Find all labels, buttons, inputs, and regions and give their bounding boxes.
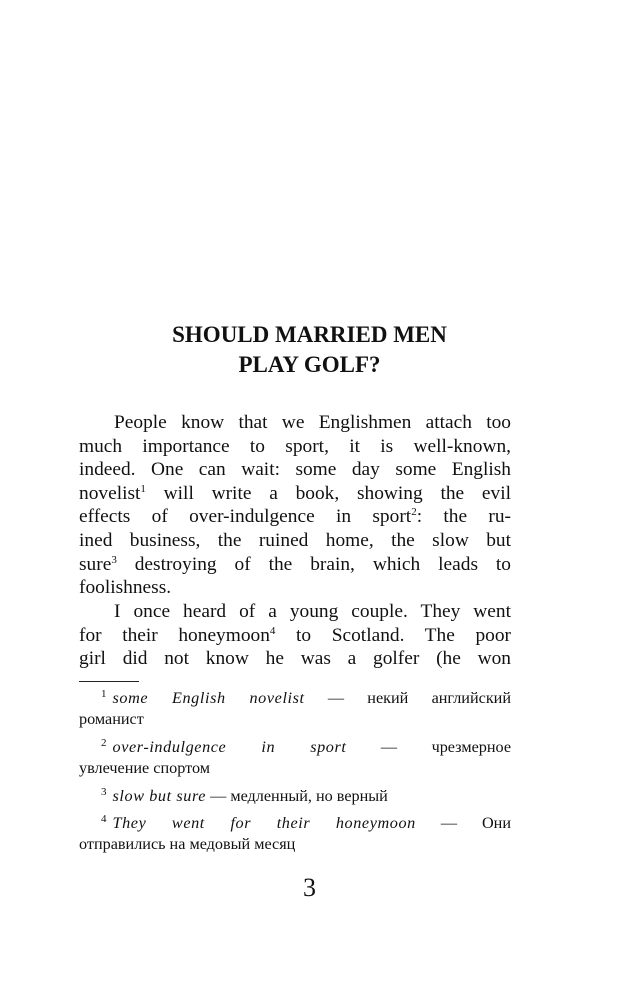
footnote-dash: —	[415, 814, 482, 832]
text-line: girl did not know he was a golfer (he won	[79, 648, 511, 670]
footnote-ref-4: 4	[269, 624, 276, 637]
text-line: foolishness.	[79, 577, 172, 599]
text-line	[79, 553, 511, 577]
footnote-term: some English novelist	[112, 689, 305, 707]
text-line	[79, 505, 511, 529]
page-number: 3	[303, 873, 316, 902]
footnote-translation: чрезмерное	[431, 738, 512, 756]
text-line: indeed. One can wait: some day some English	[79, 459, 511, 481]
text-fragment: for their honeymoon	[79, 624, 270, 646]
text-line: People know that we Englishmen attach too	[114, 412, 511, 433]
text-line: I once heard of a young couple. They went	[114, 601, 511, 622]
footnote-term: over-indulgence in sport	[112, 738, 347, 756]
chapter-title-line-1: SHOULD MARRIED MEN	[172, 322, 447, 347]
text-line: much importance to sport, it is well-known,	[79, 435, 511, 457]
footnote-dash: —	[304, 689, 368, 707]
footnote-number: 2	[101, 737, 107, 749]
footnote-translation: Они	[481, 814, 511, 832]
text-fragment: : the ru-	[416, 506, 511, 528]
footnote-3	[79, 786, 511, 807]
footnote-divider	[79, 681, 139, 682]
text-fragment: will write a book, showing the evil	[145, 482, 511, 504]
text-line	[79, 482, 511, 506]
footnote-4	[79, 813, 511, 855]
text-fragment: effects of over-indulgence in sport	[79, 506, 412, 528]
text-fragment: to Scotland. The poor	[275, 624, 511, 646]
paragraph-2	[79, 600, 511, 671]
footnote-line	[79, 786, 511, 807]
footnote-term: They went for their honeymoon	[112, 814, 416, 832]
footnote-number: 3	[101, 786, 107, 798]
footnote-1	[79, 688, 511, 730]
footnote-ref-3: 3	[111, 553, 117, 566]
text-line	[79, 624, 511, 648]
text-line: ined business, the ruined home, the slow but	[79, 529, 511, 551]
footnote-number: 1	[101, 688, 107, 700]
footnote-line	[79, 737, 511, 758]
footnote-translation: медленный, но верный	[230, 787, 388, 805]
footnote-number: 4	[101, 813, 107, 825]
chapter-title-line-2: PLAY GOLF?	[238, 352, 381, 377]
footnote-line	[79, 813, 511, 834]
text-fragment: novelist	[79, 482, 141, 504]
footnote-dash: —	[346, 738, 432, 756]
footnote-translation: некий английский	[367, 689, 512, 707]
footnote-term: slow but sure	[112, 787, 207, 805]
text-fragment: sure	[79, 553, 112, 575]
footnote-dash: —	[206, 787, 231, 805]
footnote-ref-2: 2	[411, 506, 417, 519]
text-fragment: destroying of the brain, which leads to	[116, 553, 511, 575]
footnote-ref-1: 1	[140, 482, 146, 495]
paragraph-1	[79, 411, 511, 600]
footnote-line: увлечение спортом	[79, 759, 210, 777]
footnote-line	[79, 688, 511, 709]
footnote-line: романист	[79, 710, 144, 728]
footnote-line: отправились на медовый месяц	[79, 835, 296, 853]
footnote-2	[79, 737, 511, 779]
